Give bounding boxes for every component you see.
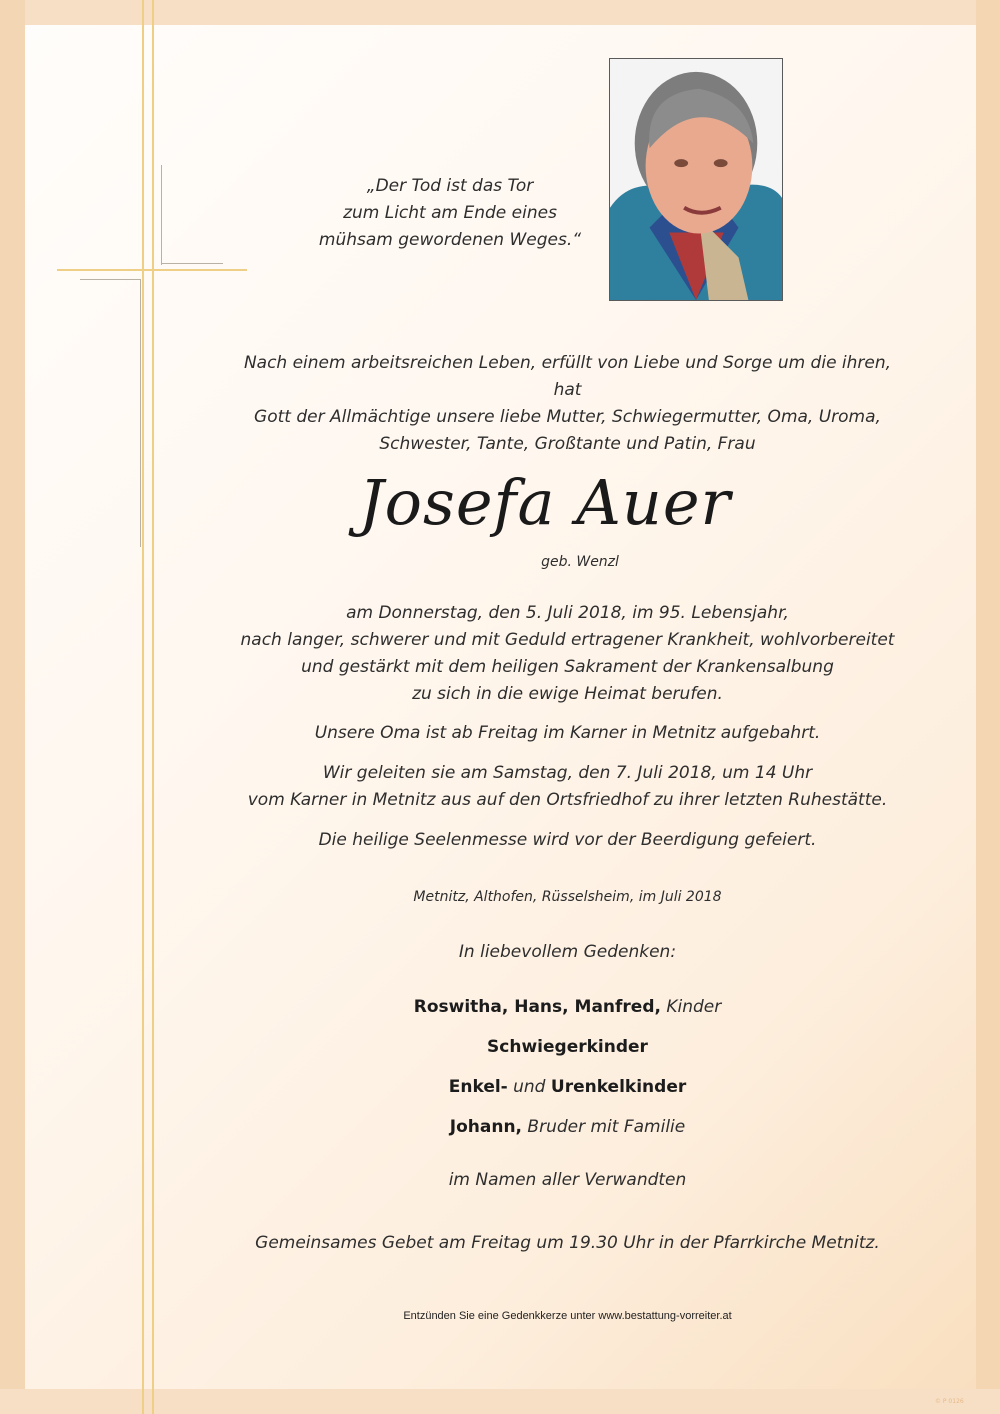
death-text	[230, 600, 905, 708]
funeral-line: Wir geleiten sie am Samstag, den 7. Juli 2018, um 14 Uhr	[322, 763, 813, 783]
death-line: und gestärkt mit dem heiligen Sakrament der Krankensalbung	[301, 657, 834, 677]
quote-line: zum Licht am Ende eines	[343, 203, 557, 223]
place-date: Metnitz, Althofen, Rüsselsheim, im Juli 2018	[413, 889, 722, 905]
family-in-laws	[230, 1034, 905, 1060]
relatives-text: im Namen aller Verwandten	[448, 1170, 687, 1190]
grandchildren-and: und	[507, 1077, 551, 1097]
death-line: am Donnerstag, den 5. Juli 2018, im 95. Lebensjahr,	[346, 603, 789, 623]
print-code: © P 0126	[935, 1398, 964, 1405]
family-children	[230, 994, 905, 1020]
right-border	[976, 0, 1000, 1414]
brother-role: Bruder mit Familie	[522, 1117, 686, 1137]
deceased-name: Josefa Auer	[358, 466, 732, 539]
in-laws: Schwiegerkinder	[487, 1037, 648, 1057]
bottom-border	[0, 1389, 1000, 1414]
intro-text	[230, 350, 905, 458]
left-border	[0, 0, 25, 1414]
death-line: zu sich in die ewige Heimat berufen.	[412, 684, 723, 704]
great-grandchildren: Urenkelkinder	[550, 1077, 687, 1097]
family-grandchildren	[230, 1074, 905, 1100]
intro-line: Gott der Allmächtige unsere liebe Mutter, Schwiegermutter, Oma, Uroma,	[254, 407, 881, 427]
top-border	[0, 0, 1000, 25]
laid-out-text: Unsere Oma ist ab Freitag im Karner in Metnitz aufgebahrt.	[314, 723, 821, 743]
mass-text: Die heilige Seelenmesse wird vor der Beerdigung gefeiert.	[318, 830, 817, 850]
death-line: nach langer, schwerer und mit Geduld ertragener Krankheit, wohlvorbereitet	[240, 630, 895, 650]
quote	[300, 173, 600, 254]
brother-name: Johann,	[449, 1117, 523, 1137]
intro-line: Nach einem arbeitsreichen Leben, erfüllt von Liebe und Sorge um die ihren, hat	[243, 353, 892, 400]
grandchildren: Enkel-	[448, 1077, 508, 1097]
prayer-text: Gemeinsames Gebet am Freitag um 19.30 Uhr in der Pfarrkirche Metnitz.	[255, 1233, 880, 1253]
funeral-text	[230, 760, 905, 814]
family-brother	[230, 1114, 905, 1140]
portrait-photo	[609, 58, 783, 301]
birth-name: geb. Wenzl	[541, 554, 619, 570]
footer-note: Entzünden Sie eine Gedenkkerze unter www.bestattung-vorreiter.at	[403, 1310, 732, 1322]
children-names: Roswitha, Hans, Manfred,	[413, 997, 661, 1017]
remembrance-heading: In liebevollem Gedenken:	[458, 942, 677, 962]
children-role: Kinder	[660, 997, 722, 1017]
funeral-line: vom Karner in Metnitz aus auf den Ortsfriedhof zu ihrer letzten Ruhestätte.	[247, 790, 888, 810]
quote-line: „Der Tod ist das Tor	[366, 176, 534, 196]
intro-line: Schwester, Tante, Großtante und Patin, Frau	[379, 434, 756, 454]
quote-line: mühsam gewordenen Weges.“	[318, 230, 582, 250]
